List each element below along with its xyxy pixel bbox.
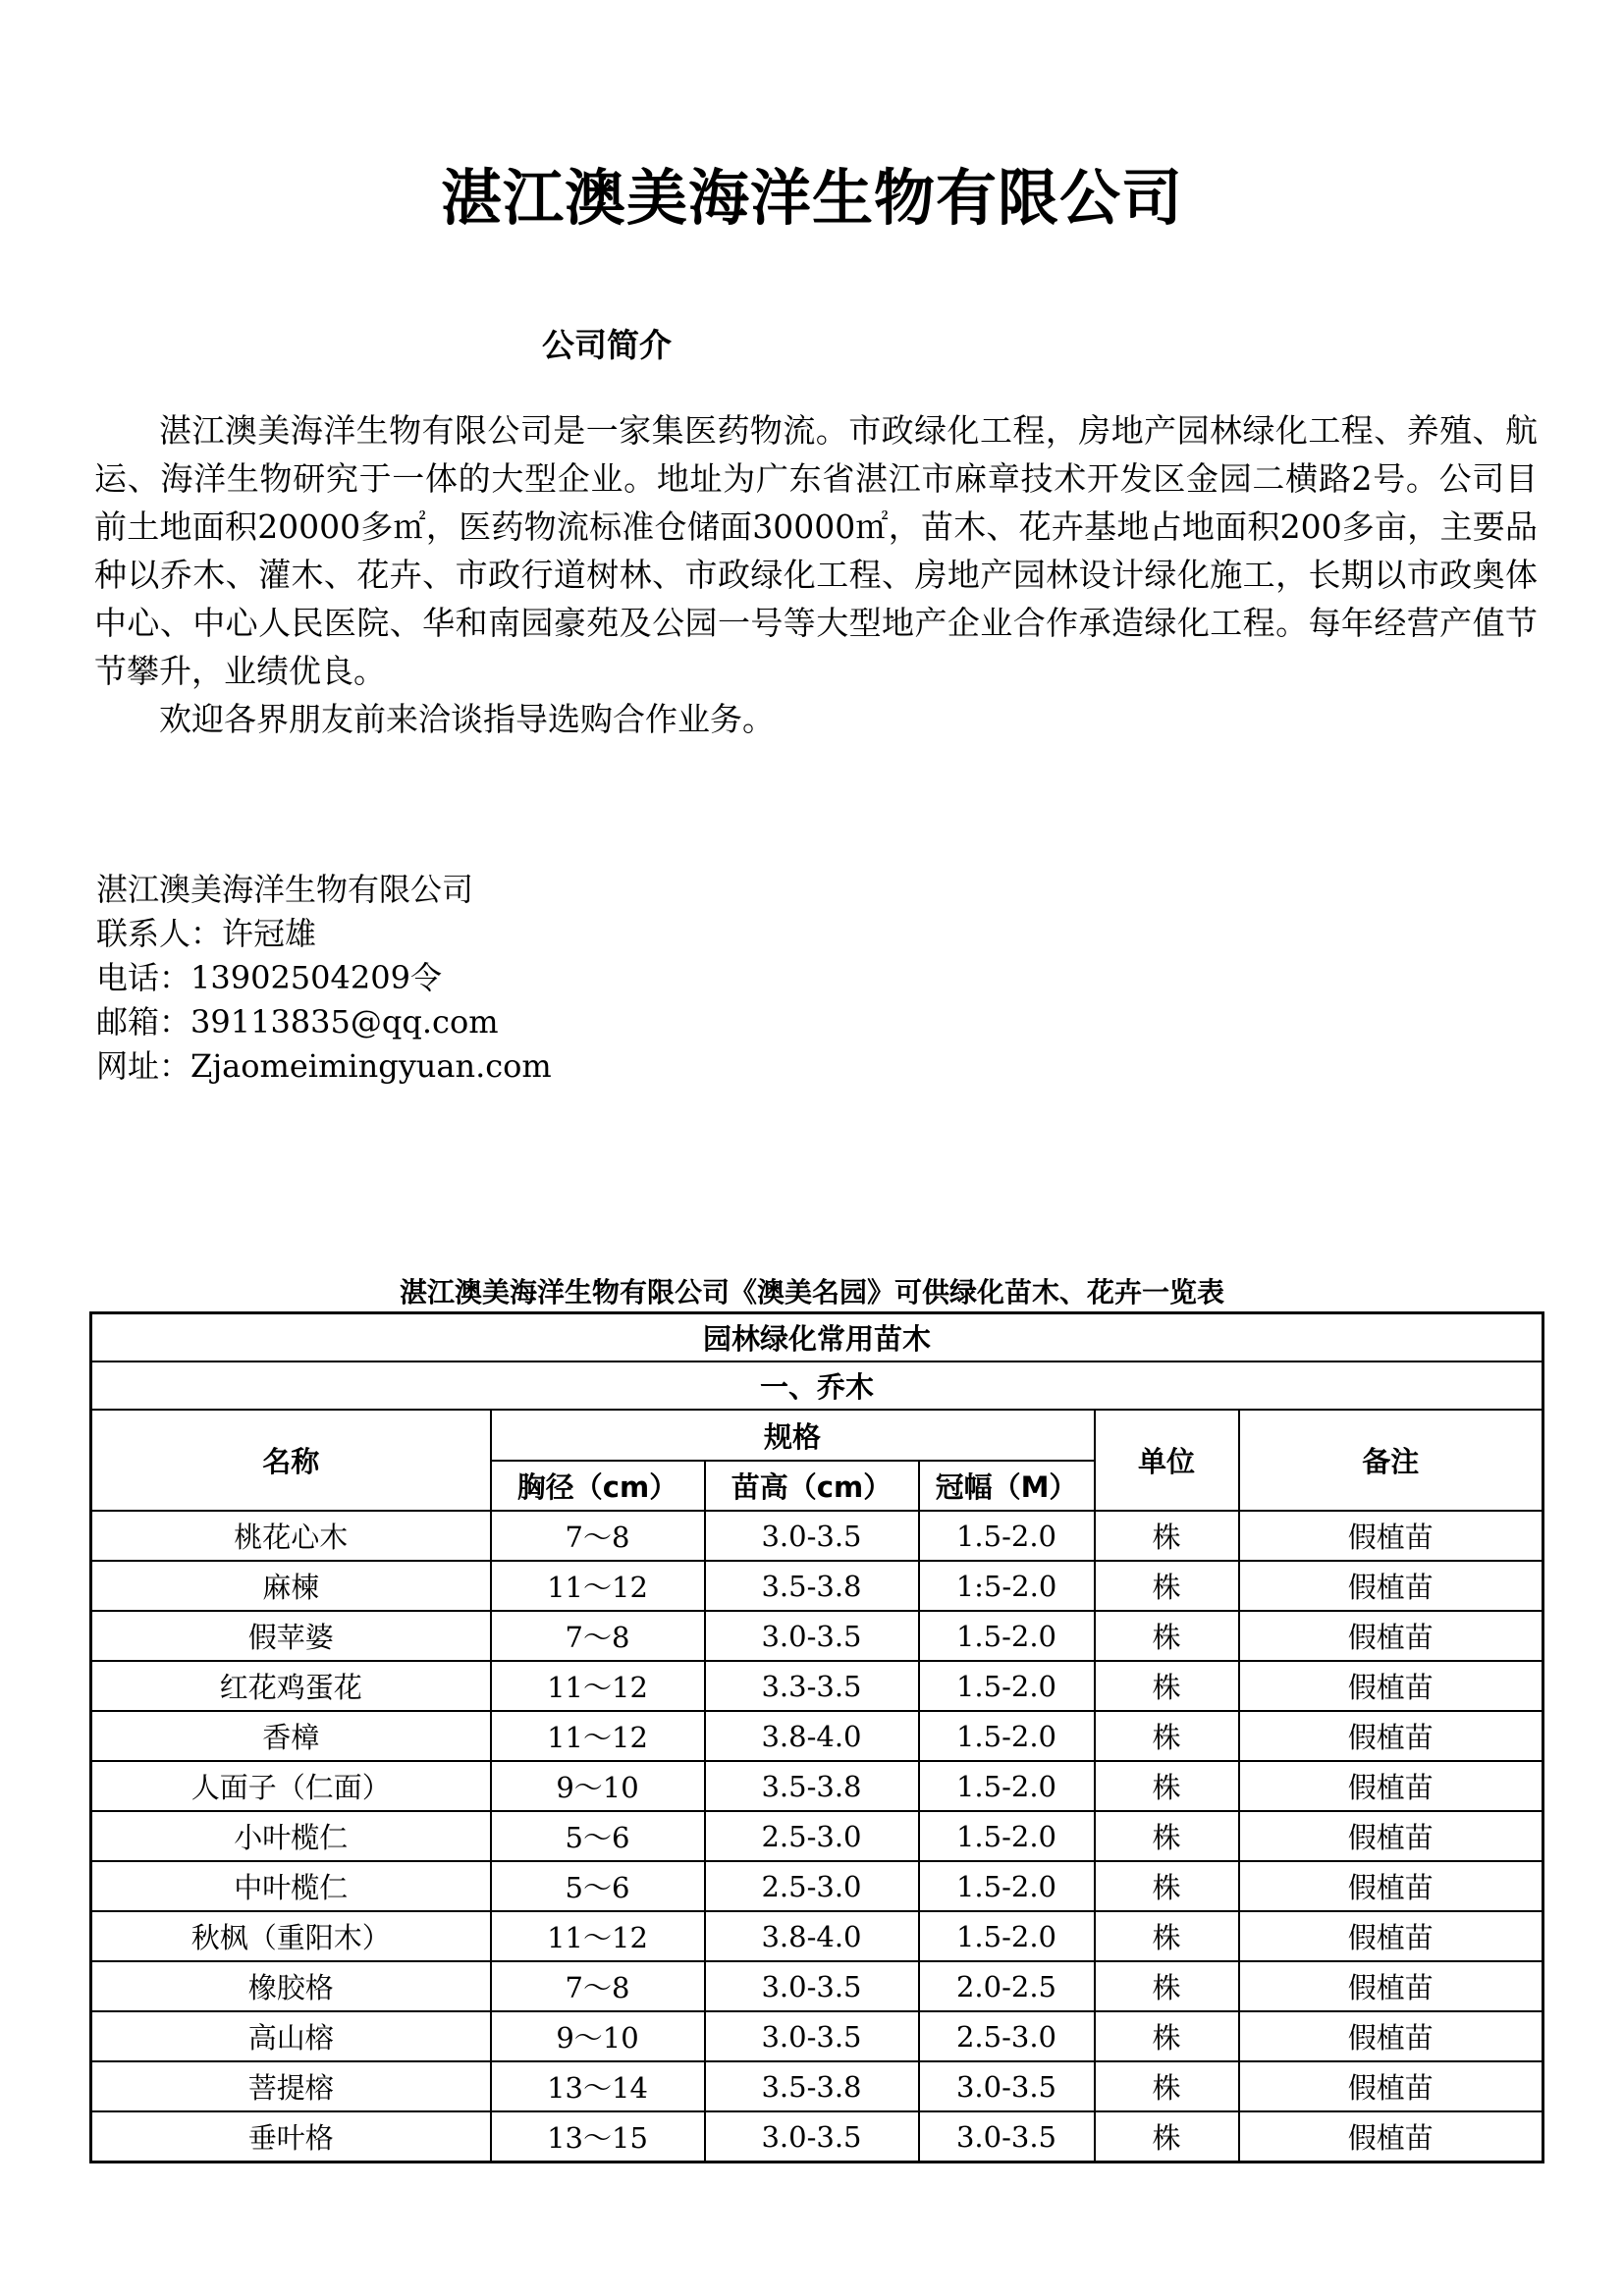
cell-unit: 株 — [1095, 1611, 1239, 1661]
cell-note: 假植苗 — [1239, 2011, 1543, 2061]
cell-name: 麻楝 — [91, 1561, 491, 1611]
header-note: 备注 — [1239, 1410, 1543, 1511]
cell-note: 假植苗 — [1239, 1761, 1543, 1811]
cell-crown: 1.5-2.0 — [919, 1761, 1095, 1811]
cell-height: 3.8-4.0 — [705, 1911, 919, 1961]
table-row — [91, 1961, 1543, 2011]
cell-note: 假植苗 — [1239, 1811, 1543, 1861]
cell-unit: 株 — [1095, 1761, 1239, 1811]
cell-unit: 株 — [1095, 2011, 1239, 2061]
cell-height: 3.5-3.8 — [705, 1561, 919, 1611]
cell-dbh: 11～12 — [491, 1661, 705, 1711]
intro-paragraph: 欢迎各界朋友前来洽谈指导选购合作业务。 — [159, 700, 775, 738]
document-title: 湛江澳美海洋生物有限公司 — [440, 162, 1183, 234]
table-row — [91, 1661, 1543, 1711]
cell-crown: 1.5-2.0 — [919, 1711, 1095, 1761]
table-row — [91, 1561, 1543, 1611]
contact-website: 网址：Zjaomeimingyuan.com — [96, 1047, 552, 1085]
cell-height: 3.5-3.8 — [705, 2061, 919, 2111]
cell-note: 假植苗 — [1239, 1611, 1543, 1661]
cell-dbh: 11～12 — [491, 1911, 705, 1961]
header-unit: 单位 — [1095, 1410, 1239, 1511]
cell-unit: 株 — [1095, 1961, 1239, 2011]
cell-note: 假植苗 — [1239, 1511, 1543, 1561]
cell-name: 高山榕 — [91, 2011, 491, 2061]
table-row — [91, 1611, 1543, 1661]
cell-crown: 1.5-2.0 — [919, 1911, 1095, 1961]
cell-note: 假植苗 — [1239, 1961, 1543, 2011]
cell-name: 人面子（仁面） — [91, 1761, 491, 1811]
cell-name: 小叶榄仁 — [91, 1811, 491, 1861]
header-dbh: 胸径（cm） — [491, 1461, 705, 1511]
contact-email: 邮箱：39113835@qq.com — [96, 1003, 499, 1041]
table-category: 园林绿化常用苗木 — [91, 1313, 1543, 1362]
cell-crown: 1.5-2.0 — [919, 1511, 1095, 1561]
cell-unit: 株 — [1095, 1861, 1239, 1911]
contact-person: 联系人：许冠雄 — [96, 915, 317, 952]
intro-paragraph: 湛江澳美海洋生物有限公司是一家集医药物流。市政绿化工程，房地产园林绿化工程、养殖、航运、海洋生物研究于一体的大型企业。地址为广东省湛江市麻章技术开发区金园二横路2号。公司目前土地面积20000多㎡，医药物流标准仓储面30000㎡，苗木、花卉基地占地面积200多亩，主要品种以乔木、灌木、花卉、市政行道树林、市政绿化工程、房地产园林设计绿化施工，长期以市政奥体中心、中心人民医院、华和南园豪苑及公园一号等大型地产企业合作承造绿化工程。每年经营产值节节攀升，业绩优良。 — [94, 411, 1538, 690]
cell-height: 3.0-3.5 — [705, 2011, 919, 2061]
catalog-table — [89, 1311, 1544, 2163]
cell-unit: 株 — [1095, 1811, 1239, 1861]
cell-crown: 3.0-3.5 — [919, 2111, 1095, 2163]
cell-note: 假植苗 — [1239, 1861, 1543, 1911]
table-row — [91, 2011, 1543, 2061]
cell-crown: 1:5-2.0 — [919, 1561, 1095, 1611]
cell-name: 垂叶格 — [91, 2111, 491, 2163]
table-row — [91, 1711, 1543, 1761]
table-row — [91, 1511, 1543, 1561]
contact-block — [96, 868, 552, 1089]
cell-unit: 株 — [1095, 1911, 1239, 1961]
cell-dbh: 11～12 — [491, 1561, 705, 1611]
cell-height: 3.0-3.5 — [705, 1511, 919, 1561]
cell-note: 假植苗 — [1239, 1661, 1543, 1711]
cell-name: 菩提榕 — [91, 2061, 491, 2111]
cell-name: 中叶榄仁 — [91, 1861, 491, 1911]
cell-note: 假植苗 — [1239, 2111, 1543, 2163]
cell-note: 假植苗 — [1239, 1911, 1543, 1961]
table-row — [91, 1811, 1543, 1861]
section-heading: 公司简介 — [542, 326, 672, 364]
cell-note: 假植苗 — [1239, 1561, 1543, 1611]
cell-note: 假植苗 — [1239, 2061, 1543, 2111]
cell-unit: 株 — [1095, 2061, 1239, 2111]
cell-crown: 1.5-2.0 — [919, 1661, 1095, 1711]
table-row — [91, 2061, 1543, 2111]
header-crown: 冠幅（M） — [919, 1461, 1095, 1511]
cell-dbh: 7～8 — [491, 1511, 705, 1561]
cell-height: 3.0-3.5 — [705, 1611, 919, 1661]
header-height: 苗高（cm） — [705, 1461, 919, 1511]
cell-unit: 株 — [1095, 2111, 1239, 2163]
cell-height: 3.3-3.5 — [705, 1661, 919, 1711]
cell-name: 香樟 — [91, 1711, 491, 1761]
cell-dbh: 13～15 — [491, 2111, 705, 2163]
cell-height: 3.0-3.5 — [705, 2111, 919, 2163]
cell-unit: 株 — [1095, 1511, 1239, 1561]
cell-crown: 3.0-3.5 — [919, 2061, 1095, 2111]
cell-name: 假苹婆 — [91, 1611, 491, 1661]
table-row — [91, 2111, 1543, 2163]
header-name: 名称 — [91, 1410, 491, 1511]
table-row — [91, 1761, 1543, 1811]
header-spec: 规格 — [491, 1410, 1095, 1461]
cell-note: 假植苗 — [1239, 1711, 1543, 1761]
cell-unit: 株 — [1095, 1661, 1239, 1711]
cell-dbh: 5～6 — [491, 1861, 705, 1911]
cell-crown: 1.5-2.0 — [919, 1611, 1095, 1661]
cell-dbh: 7～8 — [491, 1961, 705, 2011]
cell-crown: 1.5-2.0 — [919, 1861, 1095, 1911]
cell-unit: 株 — [1095, 1711, 1239, 1761]
cell-dbh: 5～6 — [491, 1811, 705, 1861]
cell-crown: 2.0-2.5 — [919, 1961, 1095, 2011]
cell-name: 红花鸡蛋花 — [91, 1661, 491, 1711]
cell-dbh: 9～10 — [491, 1761, 705, 1811]
cell-dbh: 13～14 — [491, 2061, 705, 2111]
cell-unit: 株 — [1095, 1561, 1239, 1611]
cell-height: 3.5-3.8 — [705, 1761, 919, 1811]
intro-text — [94, 406, 1538, 743]
table-row — [91, 1861, 1543, 1911]
cell-height: 2.5-3.0 — [705, 1811, 919, 1861]
cell-name: 桃花心木 — [91, 1511, 491, 1561]
cell-dbh: 7～8 — [491, 1611, 705, 1661]
cell-crown: 1.5-2.0 — [919, 1811, 1095, 1861]
cell-dbh: 11～12 — [491, 1711, 705, 1761]
contact-phone: 电话：13902504209令 — [96, 959, 442, 996]
table-title: 湛江澳美海洋生物有限公司《澳美名园》可供绿化苗木、花卉一览表 — [399, 1276, 1224, 1308]
cell-height: 3.0-3.5 — [705, 1961, 919, 2011]
cell-name: 橡胶格 — [91, 1961, 491, 2011]
cell-name: 秋枫（重阳木） — [91, 1911, 491, 1961]
cell-height: 2.5-3.0 — [705, 1861, 919, 1911]
cell-height: 3.8-4.0 — [705, 1711, 919, 1761]
table-subcategory: 一、乔木 — [91, 1362, 1543, 1410]
cell-crown: 2.5-3.0 — [919, 2011, 1095, 2061]
cell-dbh: 9～10 — [491, 2011, 705, 2061]
contact-company: 湛江澳美海洋生物有限公司 — [96, 871, 474, 908]
table-row — [91, 1911, 1543, 1961]
